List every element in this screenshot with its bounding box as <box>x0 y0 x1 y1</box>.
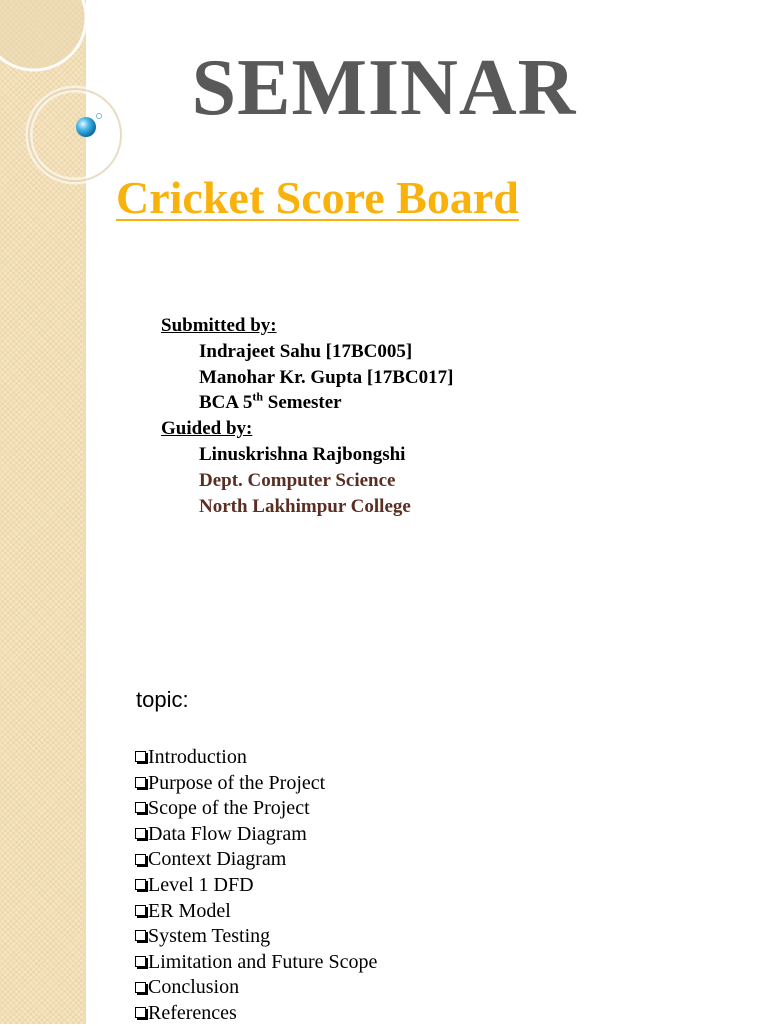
checkbox-bullet-icon <box>135 905 146 916</box>
topic-label: ER Model <box>148 899 231 922</box>
checkbox-bullet-icon <box>135 777 146 788</box>
checkbox-bullet-icon <box>135 854 146 865</box>
topic-label: Introduction <box>148 746 247 768</box>
checkbox-bullet-icon <box>135 982 146 993</box>
topic-label: System Testing <box>148 925 271 948</box>
topic-label: Context Diagram <box>148 848 287 871</box>
semester-sup: th <box>252 390 263 405</box>
topic-label: Level 1 DFD <box>148 873 254 896</box>
topic-label: Limitation and Future Scope <box>148 950 378 973</box>
topic-label: References <box>148 1001 237 1024</box>
list-item <box>135 847 377 873</box>
list-item <box>135 873 377 899</box>
topic-label: Conclusion <box>148 976 240 999</box>
semester-prefix: BCA 5 <box>199 392 253 414</box>
project-title: Cricket Score Board <box>116 172 519 223</box>
member-name: Indrajeet Sahu [17BC005] <box>199 340 413 362</box>
topic-label: Data Flow Diagram <box>148 822 307 845</box>
submitted-by-label: Submitted by: <box>161 315 277 336</box>
department-name: Dept. Computer Science <box>199 469 396 491</box>
list-item <box>135 745 377 771</box>
checkbox-bullet-icon <box>135 828 146 839</box>
topic-heading: topic: <box>136 687 189 712</box>
list-item <box>135 796 377 822</box>
member-name: Manohar Kr. Gupta [17BC017] <box>199 366 454 388</box>
list-item <box>135 950 377 976</box>
list-item <box>135 975 377 1001</box>
list-item <box>135 771 377 797</box>
checkbox-bullet-icon <box>135 1007 146 1018</box>
list-item <box>135 924 377 950</box>
college-name: North Lakhimpur College <box>199 495 411 517</box>
checkbox-bullet-icon <box>135 956 146 967</box>
guided-by-label: Guided by: <box>161 418 253 440</box>
list-item <box>135 1001 377 1027</box>
topic-label: Purpose of the Project <box>148 771 326 794</box>
checkbox-bullet-icon <box>135 930 146 941</box>
semester-suffix: Semester <box>263 392 342 414</box>
checkbox-bullet-icon <box>135 879 146 890</box>
page-title: SEMINAR <box>191 44 577 132</box>
semester-line <box>161 390 453 416</box>
checkbox-bullet-icon <box>135 751 146 762</box>
checkbox-bullet-icon <box>135 802 146 813</box>
guide-name: Linuskrishna Rajbongshi <box>199 443 406 465</box>
topic-list <box>135 745 377 1027</box>
list-item <box>135 822 377 848</box>
list-item <box>135 899 377 925</box>
topic-label: Scope of the Project <box>148 797 310 820</box>
credits-block <box>161 313 453 519</box>
